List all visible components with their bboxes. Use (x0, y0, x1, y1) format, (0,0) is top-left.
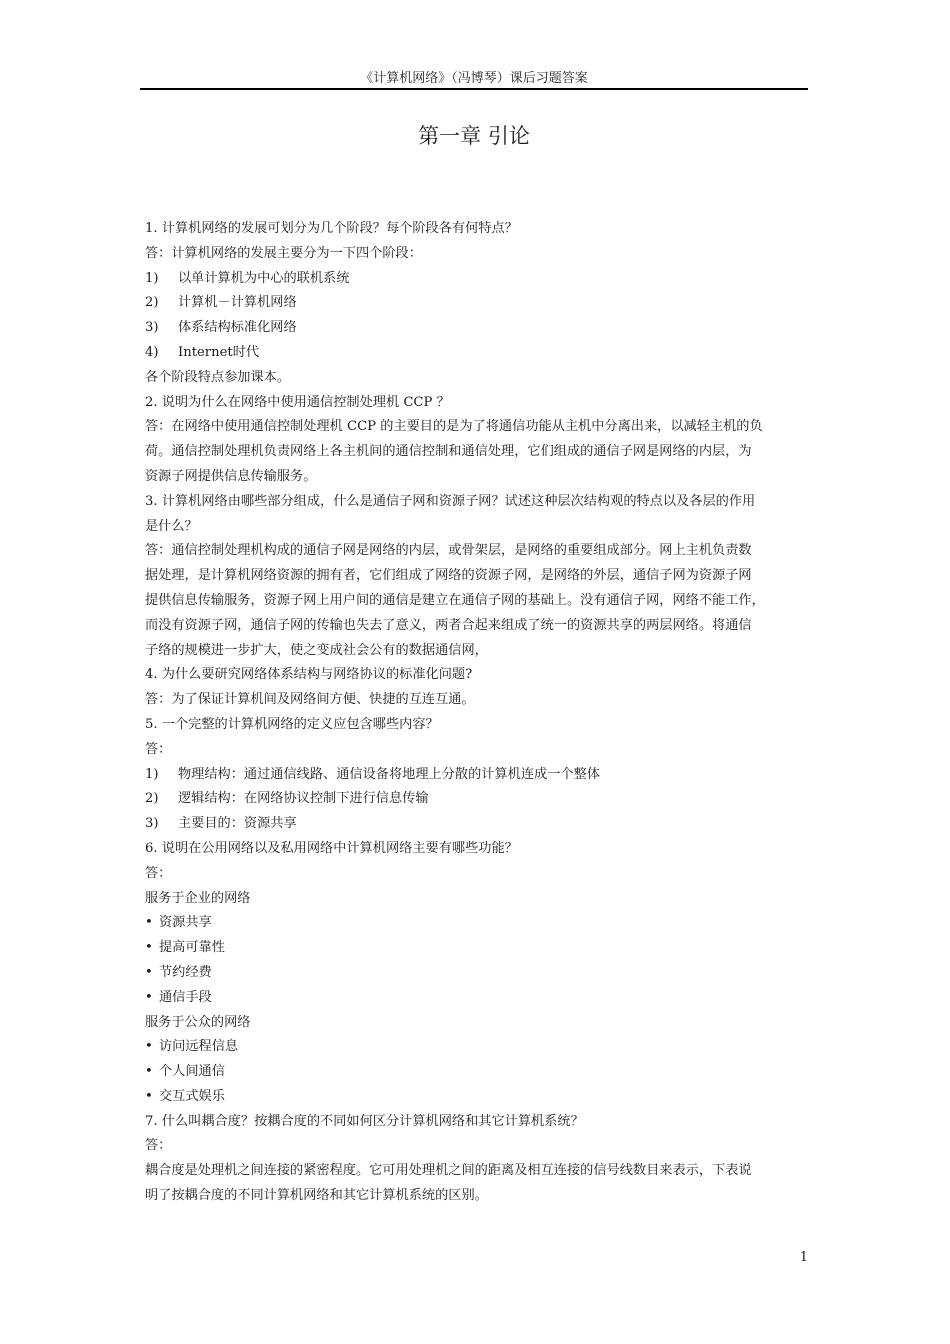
text-line: 耦合度是处理机之间连接的紧密程度。它可用处理机之间的距离及相互连接的信号线数目来表示，下表说 (145, 1163, 752, 1179)
bullet-icon: • (145, 915, 153, 931)
item-text: 体系结构标准化网络 (178, 320, 297, 336)
bullet-icon: • (145, 964, 153, 980)
bullet-item (145, 1060, 808, 1085)
bullet-icon: • (145, 989, 153, 1005)
text-line: 7. 什么叫耦合度？按耦合度的不同如何区分计算机网络和其它计算机系统？ (145, 1113, 584, 1129)
text-line: 1. 计算机网络的发展可划分为几个阶段？每个阶段各有何特点？ (145, 221, 518, 236)
item-text: 计算机－计算机网络 (178, 295, 297, 311)
item-number: 2) (145, 295, 159, 311)
bullet-item (145, 986, 808, 1011)
bullet-item (145, 961, 808, 986)
body-text (145, 217, 808, 1209)
text-line: 答：通信控制处理机构成的通信子网是网络的内层，或骨架层，是网络的重要组成部分。网上主机负责数 (145, 543, 752, 559)
text-line: 服务于公众的网络 (145, 1014, 251, 1030)
bullet-text: 通信手段 (159, 989, 212, 1005)
page-number: 1 (799, 1250, 808, 1265)
text-line: 答：计算机网络的发展主要分为一下四个阶段： (145, 245, 422, 261)
item-text: 逻辑结构：在网络协议控制下进行信息传输 (178, 791, 429, 807)
item-number: 1) (145, 270, 159, 286)
item-number: 4) (145, 344, 159, 360)
bullet-icon: • (145, 1039, 153, 1055)
text-line: 明了按耦合度的不同计算机网络和其它计算机系统的区别。 (145, 1188, 488, 1204)
header-rule (140, 88, 808, 90)
bullet-text: 资源共享 (159, 915, 212, 931)
text-line: 服务于企业的网络 (145, 890, 251, 906)
numbered-item (145, 763, 808, 788)
chapter-title: 第一章 引论 (418, 124, 530, 148)
item-text: 以单计算机为中心的联机系统 (178, 270, 350, 286)
numbered-item (145, 812, 808, 837)
numbered-item (145, 787, 808, 812)
numbered-item (145, 316, 808, 341)
item-text: Internet时代 (178, 344, 260, 360)
text-line: 资源子网提供信息传输服务。 (145, 468, 317, 484)
text-line: 5. 一个完整的计算机网络的定义应包含哪些内容？ (145, 716, 439, 732)
bullet-item (145, 911, 808, 936)
bullet-item (145, 936, 808, 961)
item-text: 主要目的：资源共享 (178, 816, 297, 832)
text-line: 2. 说明为什么在网络中使用通信控制处理机 CCP ？ (145, 394, 450, 410)
text-line: 答：在网络中使用通信控制处理机 CCP 的主要目的是为了将通信功能从主机中分离出来，以减轻主机的负 (145, 419, 763, 435)
numbered-item (145, 267, 808, 292)
bullet-text: 交互式娱乐 (159, 1088, 225, 1104)
bullet-icon: • (145, 940, 153, 956)
item-number: 1) (145, 766, 159, 782)
bullet-icon: • (145, 1064, 153, 1080)
text-line: 答： (145, 865, 172, 881)
text-line: 据处理，是计算机网络资源的拥有者，它们组成了网络的资源子网，是网络的外层，通信子网为资源子网 (145, 568, 752, 584)
bullet-text: 个人间通信 (159, 1064, 225, 1080)
numbered-item (145, 291, 808, 316)
text-line: 提供信息传输服务，资源子网上用户间的通信是建立在通信子网的基础上。没有通信子网，网络不能工作， (145, 592, 765, 608)
bullet-item (145, 1085, 808, 1110)
text-line: 答： (145, 741, 172, 757)
text-line: 6. 说明在公用网络以及私用网络中计算机网络主要有哪些功能？ (145, 840, 518, 856)
text-line: 答： (145, 1138, 172, 1154)
text-line: 子络的规模进一步扩大，使之变成社会公有的数据通信网， (145, 642, 488, 658)
bullet-item (145, 1035, 808, 1060)
item-text: 物理结构：通过通信线路、通信设备将地理上分散的计算机连成一个整体 (178, 766, 600, 782)
bullet-text: 节约经费 (159, 964, 212, 980)
item-number: 3) (145, 320, 159, 336)
text-line: 荷。通信控制处理机负责网络上各主机间的通信控制和通信处理，它们组成的通信子网是网络的内层，为 (145, 444, 752, 460)
text-line: 各个阶段特点参加课本。 (145, 369, 291, 385)
item-number: 2) (145, 791, 159, 807)
text-line: 而没有资源子网，通信子网的传输也失去了意义，两者合起来组成了统一的资源共享的两层网络。将通信 (145, 617, 752, 633)
bullet-icon: • (145, 1088, 153, 1104)
bullet-text: 提高可靠性 (159, 940, 225, 956)
bullet-text: 访问远程信息 (159, 1039, 239, 1055)
text-line: 答：为了保证计算机间及网络间方便、快捷的互连互通。 (145, 692, 475, 708)
item-number: 3) (145, 816, 159, 832)
text-line: 4. 为什么要研究网络体系结构与网络协议的标准化问题? (145, 667, 473, 683)
numbered-item (145, 341, 808, 366)
text-line: 3. 计算机网络由哪些部分组成，什么是通信子网和资源子网？试述这种层次结构观的特点以及各层的作用 (145, 493, 756, 509)
running-header: 《计算机网络》（冯博琴）课后习题答案 (360, 71, 588, 86)
text-line: 是什么？ (145, 518, 198, 534)
